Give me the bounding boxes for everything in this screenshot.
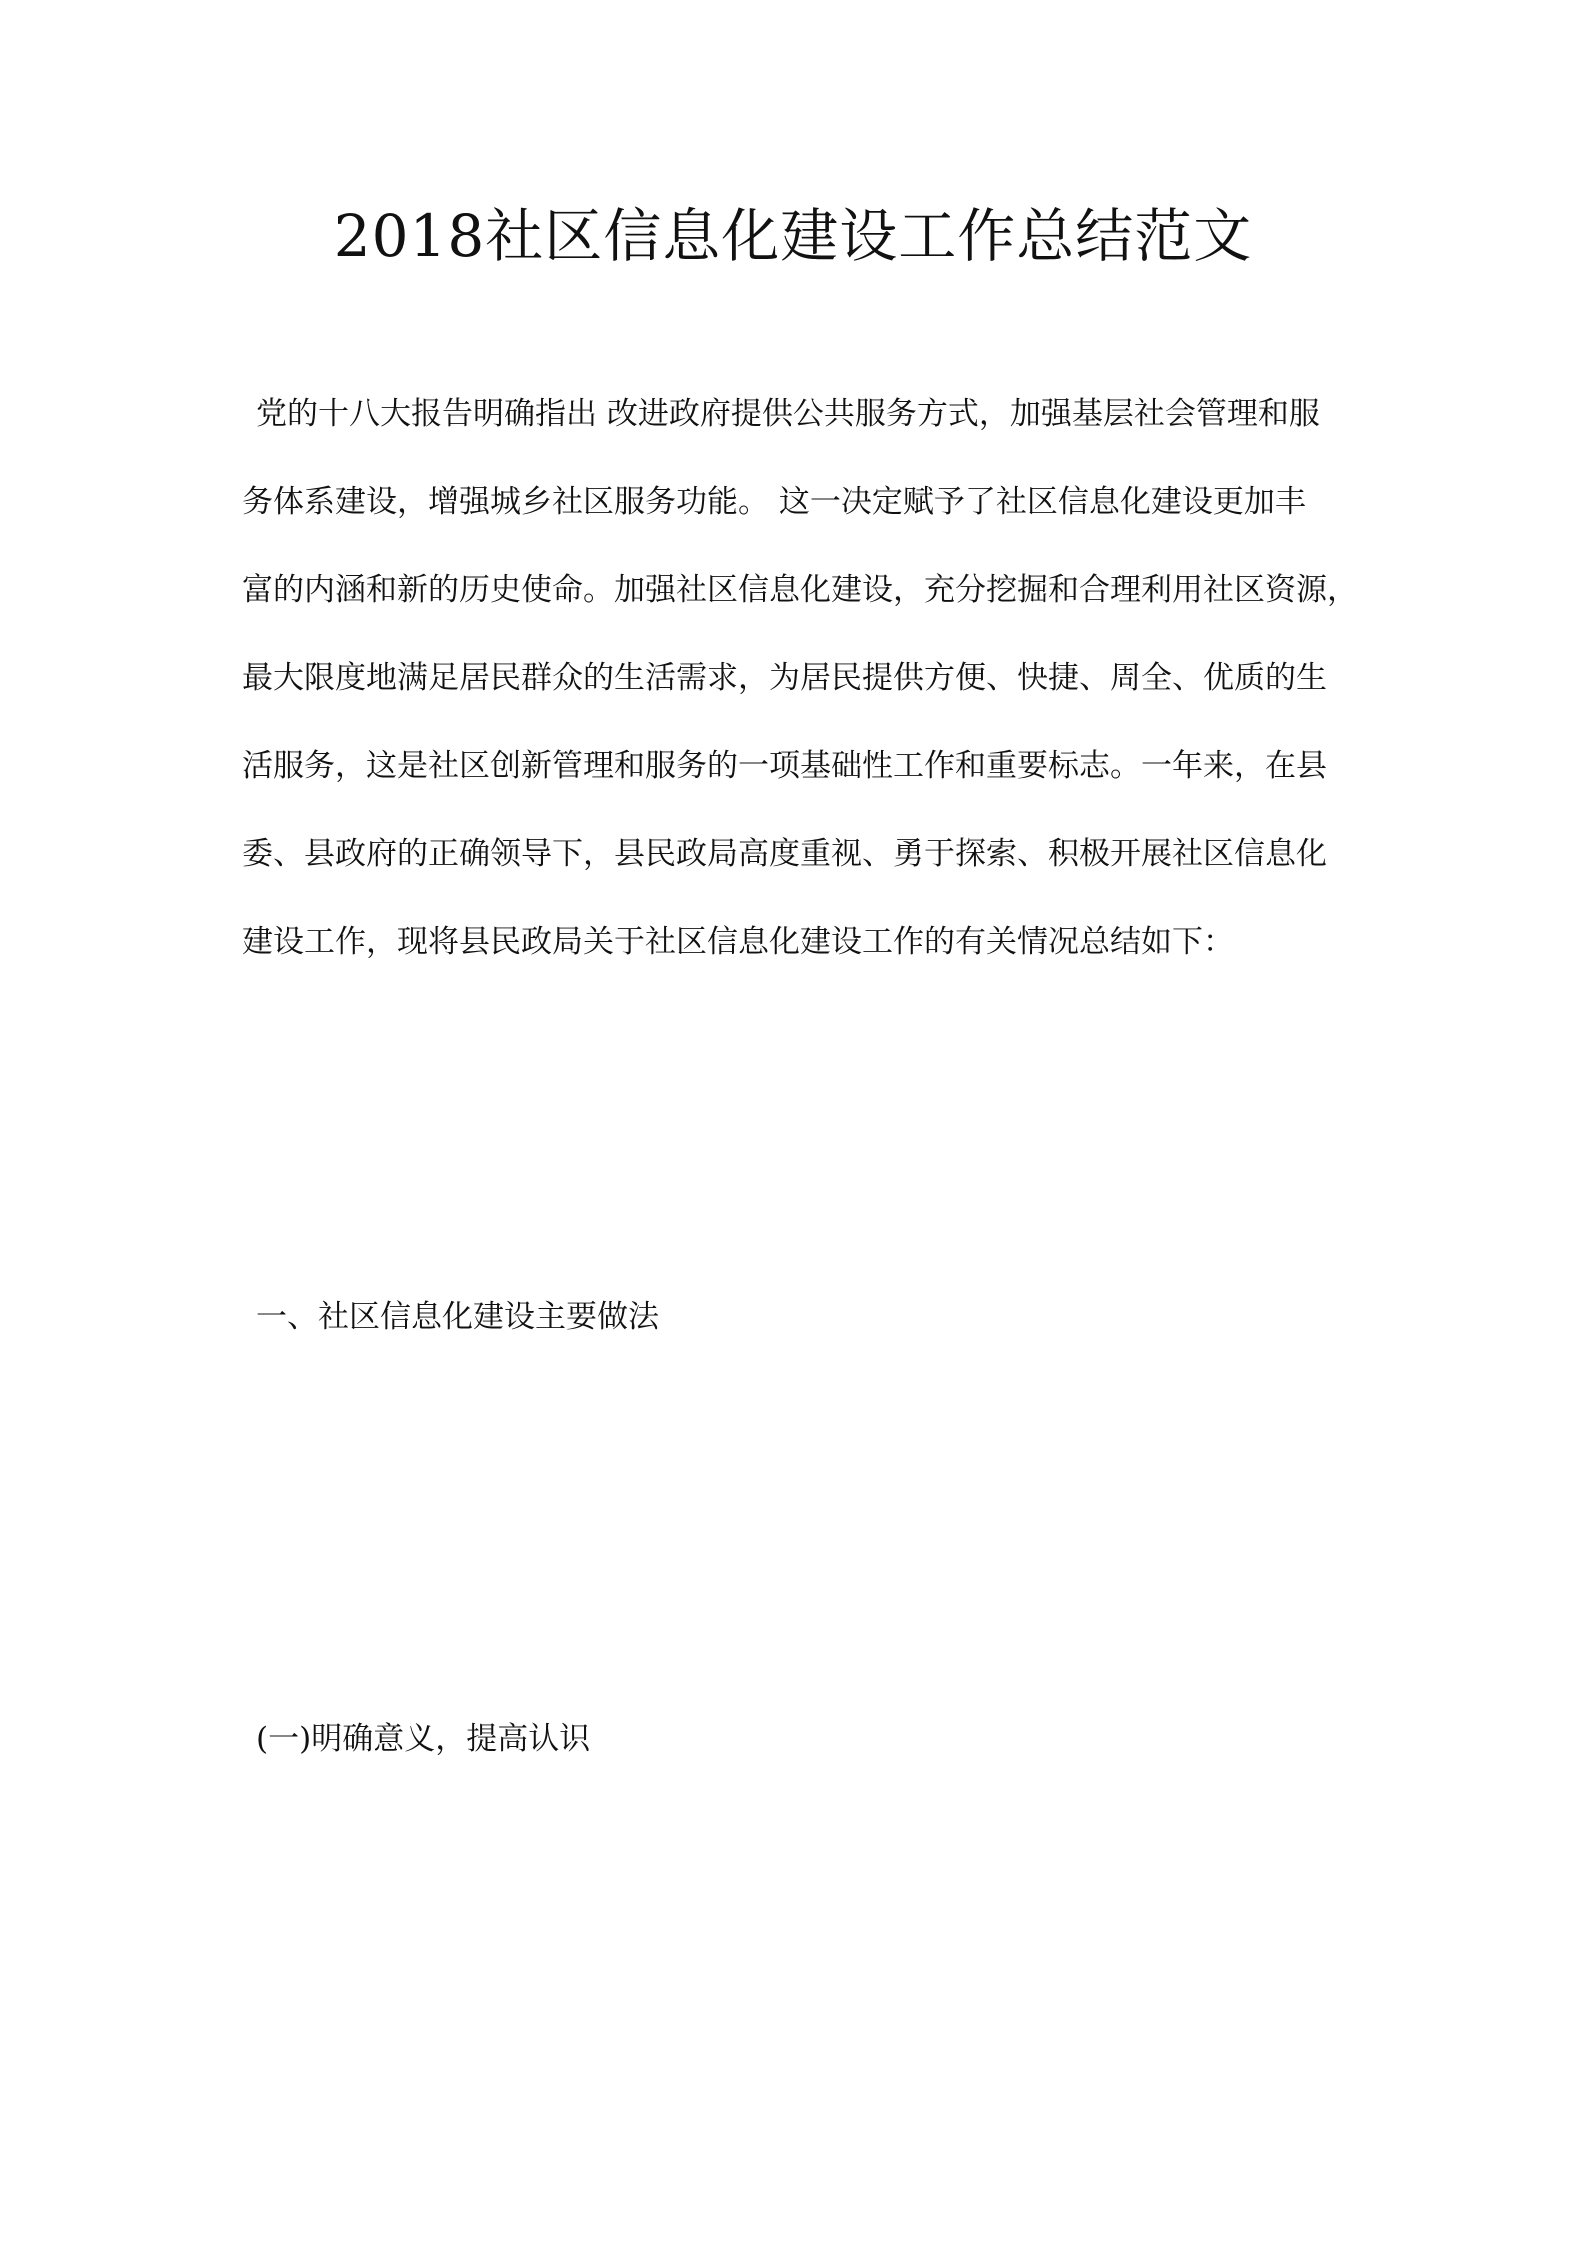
section-heading: 一、社区信息化建设主要做法 xyxy=(256,1299,659,1335)
document-title: 2018社区信息化建设工作总结范文 xyxy=(333,202,1253,270)
intro-paragraph xyxy=(242,370,1358,986)
subsection-heading: (一)明确意义，提高认识 xyxy=(256,1721,591,1757)
intro-line: 富的内涵和新的历史使命。加强社区信息化建设，充分挖掘和合理利用社区资源， xyxy=(242,572,1358,608)
intro-line: 党的十八大报告明确指出 改进政府提供公共服务方式，加强基层社会管理和服 xyxy=(256,396,1320,432)
intro-line: 活服务，这是社区创新管理和服务的一项基础性工作和重要标志。一年来，在县 xyxy=(242,748,1327,784)
intro-line: 最大限度地满足居民群众的生活需求，为居民提供方便、快捷、周全、优质的生 xyxy=(242,660,1327,696)
intro-line: 建设工作，现将县民政局关于社区信息化建设工作的有关情况总结如下： xyxy=(242,924,1234,960)
intro-line: 委、县政府的正确领导下，县民政局高度重视、勇于探索、积极开展社区信息化 xyxy=(242,836,1327,872)
intro-line: 务体系建设，增强城乡社区服务功能。 这一决定赋予了社区信息化建设更加丰 xyxy=(242,484,1306,520)
